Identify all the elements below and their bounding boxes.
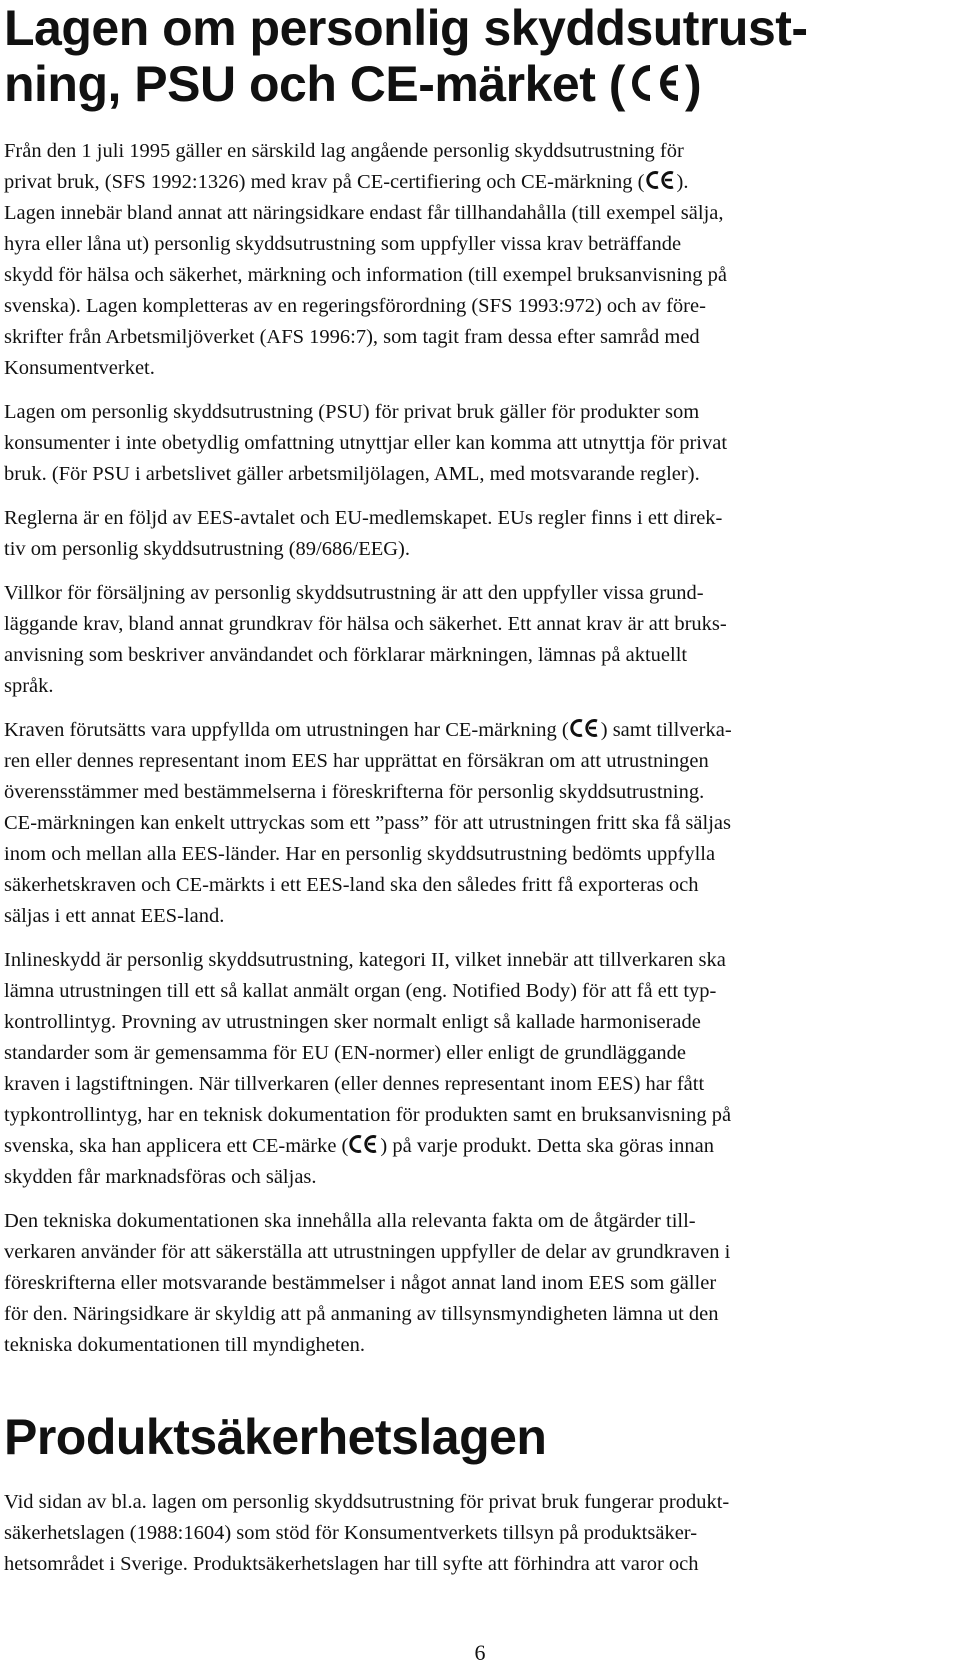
section-title-psu xyxy=(4,0,936,112)
section-title-line-1: Lagen om personlig skyddsutrust- xyxy=(4,0,808,56)
paragraph-eu-rules: Reglerna är en följd av EES-avtalet och EU-medlemskapet. EUs regler finns i ett direk- tiv om personlig skyddsutrustning (89/686/EEG). xyxy=(4,507,723,560)
paragraph-sale-conditions: Villkor för försäljning av personlig skyddsutrustning är att den uppfyller vissa grund- läggande krav, bland annat grundkrav för hälsa och säkerhet. Ett annat krav är att bruks- anvisning som beskriver användandet och förklarar märkningen, lämnas på aktuellt språk. xyxy=(4,582,727,697)
paragraph-technical-documentation: Den tekniska dokumentationen ska innehålla alla relevanta fakta om de åtgärder till- verkaren använder för att säkerställa att utrustningen uppfyller de delar av grundkraven i föreskrifterna eller motsvarande bestämmelser i något annat land inom EES som gäller för den. Näringsidkare är skyldig att på anmaning av tillsynsmyndigheten lämna ut den tekniska dokumentationen till myndigheten. xyxy=(4,1210,731,1356)
ce-mark-icon xyxy=(646,170,676,190)
paragraph-psu-scope: Lagen om personlig skyddsutrustning (PSU) för privat bruk gäller för produkter som konsumenter i inte obetydlig omfattning utnyttjar eller kan komma att utnyttja för privat bruk. (För PSU i arbetslivet gäller arbetsmiljölagen, AML, med motsvarande regler). xyxy=(4,401,728,485)
ce-mark-icon xyxy=(349,1134,379,1154)
section-title-product-safety: Produktsäkerhetslagen xyxy=(4,1409,547,1465)
page-number: 6 xyxy=(474,1640,486,1665)
ce-mark-icon xyxy=(626,63,684,103)
paragraph-ce-marking: Kraven förutsätts vara uppfyllda om utrustningen har CE-märkning ( ) samt tillverka- ren eller dennes representant inom EES har upprättat en försäkran om att utrustningen överensstämmer med bestämmelserna i föreskrifterna för personlig skyddsutrustning. CE-märkningen kan enkelt uttryckas som ett ”pass” för att utrustningen fritt ska få säljas inom och mellan alla EES-länder. Har en personlig skyddsutrustning bedömts uppfylla säkerhetskraven och CE-märkts i ett EES-land ska den således fritt få exporteras och säljas i ett annat EES-land. xyxy=(4,719,732,927)
section-title-line-2: ning, PSU och CE-märket ( ) xyxy=(4,56,702,112)
ce-mark-icon xyxy=(570,718,600,738)
paragraph-intro: Från den 1 juli 1995 gäller en särskild lag angående personlig skyddsutrustning för privat bruk, (SFS 1992:1326) med krav på CE-certifiering och CE-märkning ( ). Lagen innebär bland annat att näringsidkare endast får tillhandahålla (till exempel sälja, hyra eller låna ut) personlig skyddsutrustning som uppfyller vissa krav beträffande skydd för hälsa och säkerhet, märkning och information (till exempel bruksanvisning på svenska). Lagen kompletteras av en regeringsförordning (SFS 1993:972) och av före- skrifter från Arbetsmiljöverket (AFS 1996:7), som tagit fram dessa efter samråd med Konsumentverket. xyxy=(4,140,728,379)
paragraph-inline-skates: Inlineskydd är personlig skyddsutrustning, kategori II, vilket innebär att tillverkaren ska lämna utrustningen till ett så kallat anmält organ (eng. Notified Body) för att få ett typ- kontrollintyg. Provning av utrustningen sker normalt enligt så kallade harmoniserade standarder som är gemensamma för EU (EN-normer) eller enligt de grundläggande kraven i lagstiftningen. När tillverkaren (eller dennes representant inom EES) har fått typkontrollintyg, har en teknisk dokumentation för produkten samt en bruksanvisning på svenska, ska han applicera ett CE-märke ( ) på varje produkt. Detta ska göras innan skydden får marknadsföras och säljas. xyxy=(4,949,732,1188)
paragraph-product-safety: Vid sidan av bl.a. lagen om personlig skyddsutrustning för privat bruk fungerar produkt- säkerhetslagen (1988:1604) som stöd för Konsumentverkets tillsyn på produktsäker- hetsområdet i Sverige. Produktsäkerhetslagen har till syfte att förhindra att varor och xyxy=(4,1491,730,1575)
